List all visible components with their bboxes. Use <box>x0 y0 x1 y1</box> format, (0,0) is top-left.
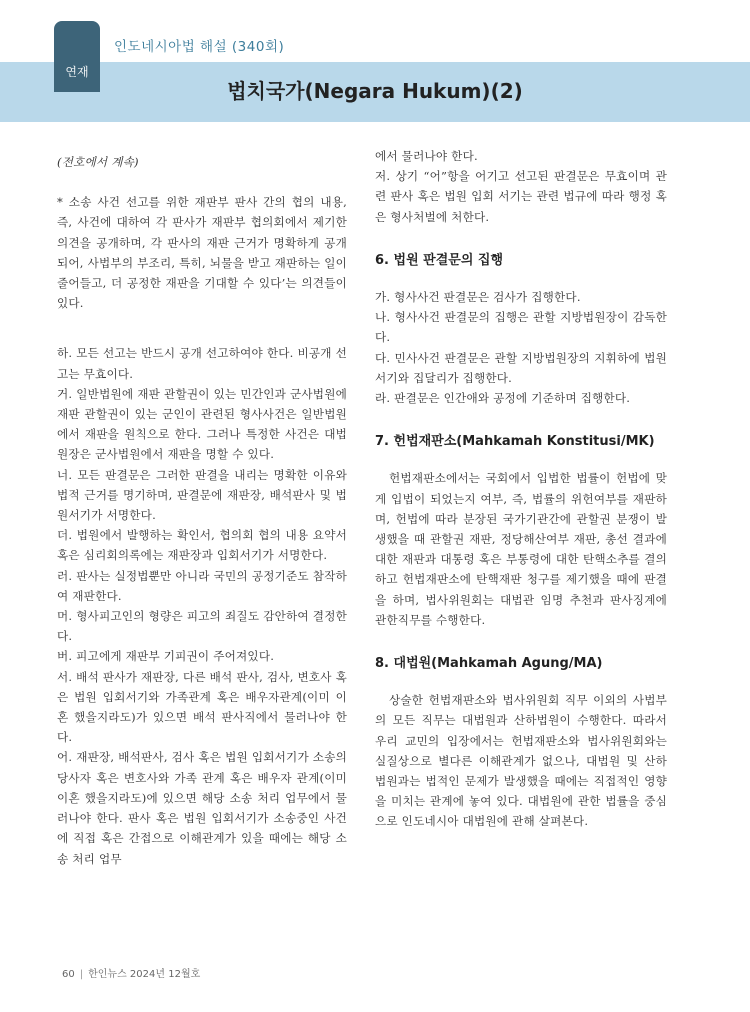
list-item: 거. 일반법원에 재판 관할권이 있는 민간인과 군사법원에 재판 관할권이 있는 군인이 관련된 형사사건은 일반법원에서 재판을 원칙으로 한다. 그러나 특정한 사건은 대법원장은 군사법원에서 재판을 명할 수 있다. <box>57 386 347 462</box>
list-item: 더. 법원에서 발행하는 확인서, 협의회 협의 내용 요약서 혹은 심리회의록에는 재판장과 입회서기가 서명한다. <box>57 528 347 563</box>
section-heading-7: 7. 헌법재판소(Mahkamah Konstitusi/MK) <box>375 434 655 450</box>
section-7-body: 헌법재판소에서는 국회에서 입법한 법률이 헌법에 맞게 입법이 되었는지 여부, 즉, 법률의 위헌여부를 재판하며, 헌법에 따라 분장된 국가기관간에 관할권 분쟁이 발생했을 때 관할권 재판, 정당해산여부 재판, 총선 결과에 대한 재판과 대통령 혹은 부통령에 대한 탄핵소추를 결의하고 헌법재판소에 탄핵재판 청구를 제기했을 때에 판결을 하며, 법사위원회는 대법관 임명 추천과 판사징계에 관한직무를 수행한다. <box>375 471 667 627</box>
continuation-text: 에서 물러나야 한다. <box>375 149 478 163</box>
series-label: 인도네시아법 해설 (340회) <box>114 39 285 55</box>
left-column <box>57 152 347 869</box>
right-column <box>375 146 667 832</box>
list-item: 서. 배석 판사가 재판장, 다른 배석 판사, 검사, 변호사 혹은 법원 입회서기와 가족관계 혹은 배우자관계(이미 이혼 했을지라도)가 있으면 배석 판사직에서 물러나야 한다. <box>57 669 347 745</box>
badge-label: 연재 <box>65 65 89 79</box>
continued-note: (전호에서 계속) <box>57 155 139 169</box>
list-item: 머. 형사피고인의 형량은 피고의 죄질도 감안하여 결정한다. <box>57 609 347 644</box>
list-item: 하. 모든 선고는 반드시 공개 선고하여야 한다. 비공개 선고는 무효이다. <box>57 346 347 381</box>
list-item: 라. 판결문은 인간애와 공정에 기준하며 집행한다. <box>375 391 631 406</box>
list-item: 너. 모든 판결문은 그러한 판결을 내리는 명확한 이유와 법적 근거를 명기하며, 판결문에 재판장, 배석판사 및 법원서기가 서명한다. <box>57 467 347 523</box>
section-heading-6: 6. 법원 판결문의 집행 <box>375 252 504 268</box>
section-heading-8: 8. 대법원(Mahkamah Agung/MA) <box>375 656 603 672</box>
page-footer <box>62 965 200 980</box>
list-item: 다. 민사사건 판결문은 관할 지방법원장의 지휘하에 법원 서기와 집달리가 집행한다. <box>375 350 667 385</box>
list-item: 러. 판사는 실정법뿐만 아니라 국민의 공정기준도 참작하여 재판한다. <box>57 568 347 603</box>
article-title: 법치국가(Negara Hukum)(2) <box>227 79 523 103</box>
list-item: 나. 형사사건 판결문의 집행은 관할 지방법원장이 감독한다. <box>375 310 667 345</box>
list-item: 가. 형사사건 판결문은 검사가 집행한다. <box>375 290 581 305</box>
list-item: 어. 재판장, 배석판사, 검사 혹은 법원 입회서기가 소송의 당사자 혹은 변호사와 가족 관계 혹은 배우자 관계(이미 이혼 했을지라도)에 있으면 해당 소송 처리 업무에서 물러나야 한다. 판사 혹은 법원 입회서기가 소송중인 사건에 직접 혹은 간접으로 이해관계가 있을 때에는 해당 소송 처리 업무 <box>57 750 347 866</box>
section-8-body: 상술한 헌법재판소와 법사위원회 직무 이외의 사법부의 모든 직무는 대법원과 산하법원이 수행한다. 따라서 우리 교민의 입장에서는 헌법재판소와 법사위원회와는 실질상으로 별다른 이해관계가 없으나, 대법원 및 산하 법원과는 법적인 문제가 발생했을 때에는 직접적인 영향을 미치는 관계에 놓여 있다. 대법원에 관한 법률을 중심으로 인도네시아 대법원에 관해 살펴본다. <box>375 693 667 829</box>
footer-separator: | <box>79 969 84 980</box>
page-number: 60 <box>62 969 75 980</box>
list-item: 버. 피고에게 재판부 기피권이 주어져있다. <box>57 649 275 664</box>
footnote-paragraph: * 소송 사건 선고를 위한 재판부 판사 간의 협의 내용, 즉, 사건에 대하여 각 판사가 재판부 협의회에서 제기한 의견을 공개하며, 각 판사의 재판 근거가 명확하게 공개되어, 사법부의 부조리, 특히, 뇌물을 받고 재판하는 일이 줄어들고, 더 공정한 재판을 기대할 수 있다’는 의견들이 있다. <box>57 195 347 311</box>
publication-name: 한인뉴스 2024년 12월호 <box>88 969 201 980</box>
list-item: 저. 상기 “어”항을 어기고 선고된 판결문은 무효이며 관련 판사 혹은 법원 입회 서기는 관련 법규에 따라 행정 혹은 형사처벌에 처한다. <box>375 169 667 224</box>
